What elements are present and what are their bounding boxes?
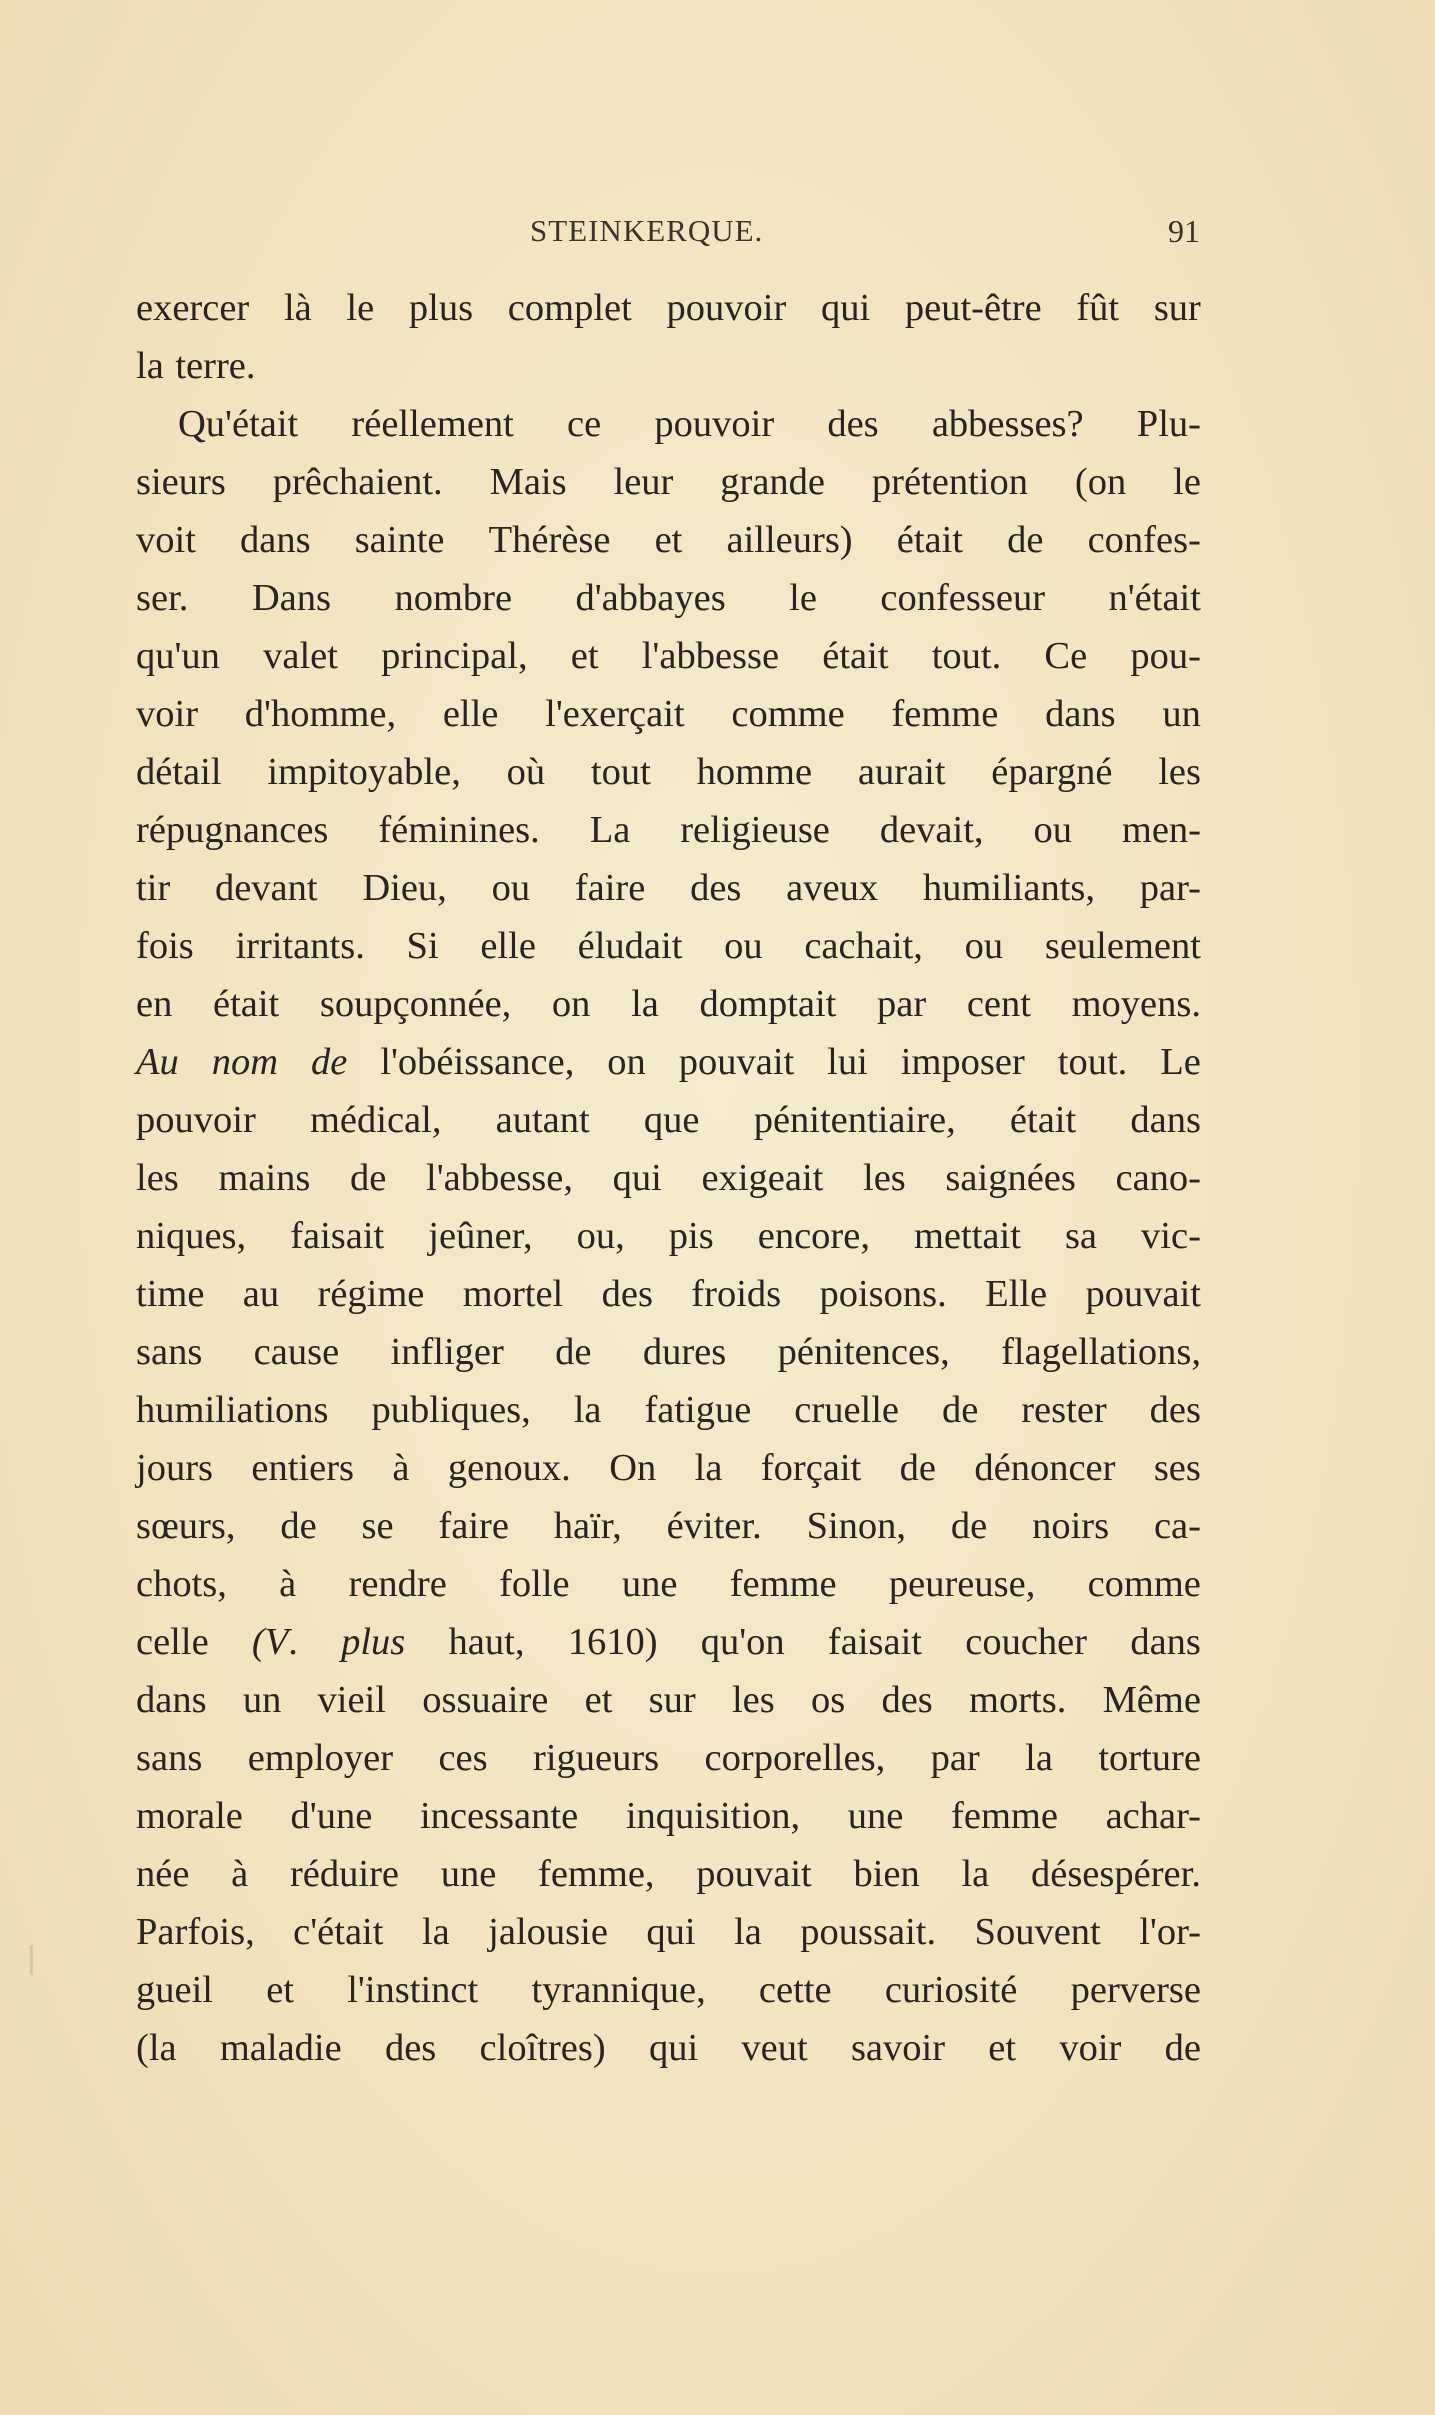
- word: comme: [1087, 1563, 1201, 1605]
- word: achar-: [1105, 1795, 1201, 1837]
- word: Le: [1160, 1041, 1201, 1083]
- word: ou: [1033, 809, 1072, 851]
- text-line: [136, 1439, 1201, 1497]
- word: femme: [891, 693, 999, 735]
- word: sainte: [354, 519, 445, 561]
- word: où: [506, 751, 546, 793]
- word: torture: [1098, 1737, 1201, 1779]
- word: savoir: [850, 2027, 946, 2069]
- word: infliger: [390, 1331, 504, 1373]
- word: prêchaient.: [272, 461, 443, 503]
- word: bien: [853, 1853, 920, 1895]
- word: impitoyable,: [267, 751, 461, 793]
- word: ces: [438, 1737, 488, 1779]
- text-line: [136, 511, 1201, 569]
- text-line: [136, 569, 1201, 627]
- word: dans: [240, 519, 311, 561]
- text-line: [136, 337, 1201, 395]
- word: exigeait: [701, 1157, 824, 1199]
- text-line: [136, 1555, 1201, 1613]
- word: poisons.: [819, 1273, 947, 1315]
- word: et: [584, 1679, 613, 1721]
- text-line: [136, 1613, 1201, 1671]
- word: soupçonnée,: [319, 983, 512, 1025]
- word: Thérèse: [488, 519, 611, 561]
- word: seulement: [1044, 925, 1201, 967]
- word: qu'un: [136, 635, 220, 677]
- word: cano-: [1115, 1157, 1201, 1199]
- word: que: [643, 1099, 700, 1141]
- word: c'était: [293, 1911, 384, 1953]
- word: à: [279, 1563, 297, 1605]
- word: faire: [438, 1505, 509, 1547]
- word: incessante: [419, 1795, 579, 1837]
- word: genoux.: [447, 1447, 571, 1489]
- word: sœurs,: [136, 1505, 236, 1547]
- word: qui: [646, 1911, 696, 1953]
- word: celle: [136, 1621, 209, 1663]
- text-line: [136, 1207, 1201, 1265]
- word: rigueurs: [533, 1737, 660, 1779]
- word: au: [242, 1273, 280, 1315]
- word: haut,: [448, 1621, 525, 1663]
- word: répugnances: [136, 809, 329, 851]
- word: des: [384, 2027, 437, 2069]
- word: de: [941, 1389, 979, 1431]
- word: tir: [136, 867, 171, 909]
- word: ou,: [576, 1215, 625, 1257]
- word: exercer: [136, 287, 250, 329]
- word: comme: [731, 693, 845, 735]
- word: (on: [1074, 461, 1127, 503]
- word: des: [1149, 1389, 1201, 1431]
- word: tout: [590, 751, 651, 793]
- word: pou-: [1130, 635, 1201, 677]
- word: vic-: [1141, 1215, 1201, 1257]
- word: On: [609, 1447, 657, 1489]
- word: un: [1162, 693, 1201, 735]
- word: humiliations: [136, 1389, 329, 1431]
- word: et: [654, 519, 683, 561]
- word: aurait: [857, 751, 946, 793]
- word: nombre: [394, 577, 513, 619]
- word: froids: [691, 1273, 782, 1315]
- word: pouvait: [1085, 1273, 1201, 1315]
- word: autant: [495, 1099, 590, 1141]
- word: Ce: [1044, 635, 1088, 677]
- word: le: [789, 577, 817, 619]
- word: était: [212, 983, 280, 1025]
- word: ou: [964, 925, 1004, 967]
- word: qui: [820, 287, 871, 329]
- word: on: [607, 1041, 646, 1083]
- word: l'obéissance,: [380, 1041, 575, 1083]
- word: était: [1009, 1099, 1077, 1141]
- word: la: [1025, 1737, 1053, 1779]
- word: imposer: [900, 1041, 1025, 1083]
- word: gueil: [136, 1969, 213, 2011]
- word: voir: [136, 693, 199, 735]
- word: (V.: [251, 1621, 298, 1663]
- word: de: [311, 1041, 348, 1083]
- word: des: [827, 403, 879, 445]
- word: jours: [136, 1447, 213, 1489]
- word: l'or-: [1139, 1911, 1201, 1953]
- word: principal,: [381, 635, 528, 677]
- word: coucher: [965, 1621, 1088, 1663]
- word: ce: [567, 403, 602, 445]
- word: l'abbesse,: [426, 1157, 574, 1199]
- text-line: [136, 1903, 1201, 1961]
- word: religieuse: [680, 809, 830, 851]
- word: confes-: [1087, 519, 1201, 561]
- word: prétention: [871, 461, 1029, 503]
- text-line: [136, 1671, 1201, 1729]
- word: grande: [720, 461, 826, 503]
- word: femme: [951, 1795, 1058, 1837]
- word: d'abbayes: [575, 577, 726, 619]
- word: veut: [741, 2027, 808, 2069]
- word: pouvoir: [666, 287, 787, 329]
- word: l'instinct: [347, 1969, 479, 2011]
- word: abbesses?: [931, 403, 1084, 445]
- text-line: [136, 743, 1201, 801]
- word: le: [1173, 461, 1201, 503]
- word: Qu'était: [178, 403, 299, 445]
- word: flagellations,: [1001, 1331, 1201, 1373]
- word: la: [136, 345, 164, 387]
- text-line: [136, 1497, 1201, 1555]
- word: des: [601, 1273, 653, 1315]
- text-line: [136, 279, 1201, 337]
- word: et: [570, 635, 599, 677]
- word: Mais: [489, 461, 567, 503]
- word: leur: [613, 461, 674, 503]
- word: réellement: [351, 403, 514, 445]
- word: et: [266, 1969, 294, 2011]
- word: sur: [648, 1679, 696, 1721]
- word: elle: [442, 693, 499, 735]
- word: fût: [1076, 287, 1120, 329]
- word: réduire: [289, 1853, 399, 1895]
- word: tout.: [1057, 1041, 1128, 1083]
- word: pouvoir: [136, 1099, 256, 1141]
- word: dans: [136, 1679, 207, 1721]
- word: elle: [480, 925, 536, 967]
- word: détail: [136, 751, 222, 793]
- word: confesseur: [880, 577, 1046, 619]
- word: la: [631, 983, 659, 1025]
- word: là: [283, 287, 312, 329]
- word: la: [961, 1853, 990, 1895]
- word: on: [551, 983, 591, 1025]
- word: un: [242, 1679, 282, 1721]
- word: Dieu,: [362, 867, 447, 909]
- word: morts.: [969, 1679, 1067, 1721]
- word: peureuse,: [888, 1563, 1036, 1605]
- word: se: [361, 1505, 394, 1547]
- word: cruelle: [794, 1389, 900, 1431]
- text-line: [136, 1961, 1201, 2019]
- word: saignées: [945, 1157, 1076, 1199]
- word: fois: [136, 925, 194, 967]
- word: domptait: [699, 983, 837, 1025]
- word: rester: [1021, 1389, 1107, 1431]
- word: les: [863, 1157, 906, 1199]
- text-line: [136, 1149, 1201, 1207]
- word: poussait.: [800, 1911, 937, 1953]
- text-line: [136, 801, 1201, 859]
- word: folle: [499, 1563, 570, 1605]
- word: mortel: [462, 1273, 564, 1315]
- text-line: [136, 627, 1201, 685]
- word: devait,: [879, 809, 984, 851]
- word: inquisition,: [625, 1795, 801, 1837]
- word: la: [573, 1389, 602, 1431]
- word: cachait,: [804, 925, 923, 967]
- text-line: [136, 1091, 1201, 1149]
- word: pouvoir: [654, 403, 775, 445]
- word: sieurs: [136, 461, 226, 503]
- word: Souvent: [974, 1911, 1101, 1953]
- word: de: [555, 1331, 592, 1373]
- word: peut-être: [904, 287, 1042, 329]
- word: Même: [1102, 1679, 1201, 1721]
- word: ser.: [136, 577, 189, 619]
- word: encore,: [757, 1215, 870, 1257]
- word: La: [589, 809, 631, 851]
- page-mark: [30, 1945, 33, 1975]
- word: Elle: [985, 1273, 1048, 1315]
- word: les: [1158, 751, 1201, 793]
- word: était: [896, 519, 964, 561]
- word: ses: [1153, 1447, 1201, 1489]
- word: devant: [214, 867, 318, 909]
- word: voit: [136, 519, 196, 561]
- word: cent: [966, 983, 1031, 1025]
- word: épargné: [991, 751, 1113, 793]
- word: noirs: [1032, 1505, 1110, 1547]
- body-text: [136, 279, 1201, 2077]
- word: les: [731, 1679, 775, 1721]
- word: tout.: [931, 635, 1002, 677]
- word: haïr,: [553, 1505, 622, 1547]
- word: cloîtres): [479, 2027, 606, 2069]
- word: vieil: [317, 1679, 386, 1721]
- word: mettait: [913, 1215, 1021, 1257]
- word: une: [621, 1563, 678, 1605]
- word: de: [280, 1505, 317, 1547]
- word: et: [988, 2027, 1017, 2069]
- word: faire: [574, 867, 646, 909]
- word: voir: [1059, 2027, 1122, 2069]
- word: ou: [491, 867, 531, 909]
- word: aveux: [786, 867, 879, 909]
- word: le: [346, 287, 375, 329]
- word: niques,: [136, 1215, 247, 1257]
- word: pouvait: [678, 1041, 795, 1083]
- text-line: [136, 1033, 1201, 1091]
- word: Au: [136, 1041, 179, 1083]
- word: curiosité: [884, 1969, 1018, 2011]
- word: ossuaire: [422, 1679, 549, 1721]
- word: corporelles,: [704, 1737, 886, 1779]
- word: faisait: [827, 1621, 922, 1663]
- word: féminines.: [378, 809, 540, 851]
- word: os: [810, 1679, 846, 1721]
- word: de: [1164, 2027, 1201, 2069]
- word: ailleurs): [726, 519, 853, 561]
- word: plus: [341, 1621, 406, 1663]
- word: pénitences,: [777, 1331, 950, 1373]
- word: d'homme,: [244, 693, 397, 735]
- word: jalousie: [488, 1911, 608, 1953]
- word: cette: [758, 1969, 832, 2011]
- word: 1610): [567, 1621, 658, 1663]
- word: par-: [1139, 867, 1201, 909]
- word: qui: [612, 1157, 662, 1199]
- text-line: [136, 975, 1201, 1033]
- word: complet: [507, 287, 632, 329]
- word: sur: [1153, 287, 1201, 329]
- word: tyrannique,: [531, 1969, 706, 2011]
- word: valet: [263, 635, 338, 677]
- word: chots,: [136, 1563, 227, 1605]
- word: Sinon,: [806, 1505, 907, 1547]
- text-line: [136, 1323, 1201, 1381]
- text-line: [136, 1381, 1201, 1439]
- word: fatigue: [644, 1389, 752, 1431]
- word: de: [899, 1447, 936, 1489]
- word: les: [136, 1157, 179, 1199]
- word: une: [847, 1795, 904, 1837]
- word: mains: [218, 1157, 311, 1199]
- word: sans: [136, 1737, 203, 1779]
- word: à: [392, 1447, 410, 1489]
- word: régime: [317, 1273, 425, 1315]
- word: dures: [642, 1331, 727, 1373]
- word: une: [440, 1853, 497, 1895]
- word: l'exerçait: [545, 693, 685, 735]
- text-line: [136, 1265, 1201, 1323]
- word: dans: [1130, 1099, 1201, 1141]
- word: moyens.: [1071, 983, 1201, 1025]
- word: cause: [253, 1331, 340, 1373]
- word: la: [421, 1911, 450, 1953]
- word: dans: [1045, 693, 1116, 735]
- text-line: [136, 685, 1201, 743]
- word: femme: [729, 1563, 837, 1605]
- word: homme: [696, 751, 813, 793]
- word: la: [694, 1447, 723, 1489]
- text-line: [136, 1787, 1201, 1845]
- word: des: [690, 867, 742, 909]
- word: était: [822, 635, 889, 677]
- word: désespérer.: [1030, 1853, 1201, 1895]
- word: n'était: [1108, 577, 1201, 619]
- word: femme,: [538, 1853, 655, 1895]
- word: perverse: [1070, 1969, 1201, 2011]
- word: Plu-: [1136, 403, 1201, 445]
- word: forçait: [760, 1447, 862, 1489]
- word: pénitentiaire,: [753, 1099, 956, 1141]
- word: née: [136, 1853, 190, 1895]
- word: sa: [1064, 1215, 1098, 1257]
- word: faisait: [290, 1215, 385, 1257]
- word: pouvait: [696, 1853, 812, 1895]
- text-line: [136, 395, 1201, 453]
- word: l'abbesse: [641, 635, 780, 677]
- word: ca-: [1153, 1505, 1201, 1547]
- word: de: [950, 1505, 988, 1547]
- word: qui: [648, 2027, 699, 2069]
- text-line: [136, 453, 1201, 511]
- word: (la: [136, 2027, 177, 2069]
- word: morale: [136, 1795, 243, 1837]
- word: rendre: [348, 1563, 447, 1605]
- word: publiques,: [371, 1389, 531, 1431]
- word: plus: [408, 287, 474, 329]
- word: jeûner,: [428, 1215, 533, 1257]
- word: médical,: [309, 1099, 442, 1141]
- word: men-: [1121, 809, 1201, 851]
- word: qu'on: [700, 1621, 785, 1663]
- word: de: [350, 1157, 387, 1199]
- page-number: 91: [1168, 213, 1200, 249]
- word: par: [930, 1737, 980, 1779]
- word: à: [231, 1853, 249, 1895]
- word: maladie: [219, 2027, 342, 2069]
- word: sans: [136, 1331, 203, 1373]
- word: employer: [247, 1737, 394, 1779]
- word: humiliants,: [922, 867, 1096, 909]
- text-line: [136, 917, 1201, 975]
- word: ou: [724, 925, 763, 967]
- word: Si: [406, 925, 439, 967]
- word: éludait: [577, 925, 683, 967]
- word: time: [136, 1273, 205, 1315]
- word: de: [1007, 519, 1044, 561]
- text-line: [136, 1845, 1201, 1903]
- running-head: STEINKERQUE.: [530, 213, 764, 248]
- word: entiers: [251, 1447, 354, 1489]
- word: la: [734, 1911, 762, 1953]
- word: en: [136, 983, 173, 1025]
- text-line: [136, 1729, 1201, 1787]
- word: par: [877, 983, 927, 1025]
- word: dénoncer: [974, 1447, 1116, 1489]
- word: terre.: [175, 345, 256, 387]
- word: d'une: [290, 1795, 373, 1837]
- text-line: [136, 859, 1201, 917]
- word: des: [881, 1679, 933, 1721]
- word: Parfois,: [136, 1911, 255, 1953]
- word: éviter.: [666, 1505, 762, 1547]
- word: pis: [668, 1215, 714, 1257]
- text-line: [136, 2019, 1201, 2077]
- word: nom: [211, 1041, 279, 1083]
- word: Dans: [251, 577, 331, 619]
- word: dans: [1130, 1621, 1201, 1663]
- word: irritants.: [235, 925, 365, 967]
- word: lui: [827, 1041, 868, 1083]
